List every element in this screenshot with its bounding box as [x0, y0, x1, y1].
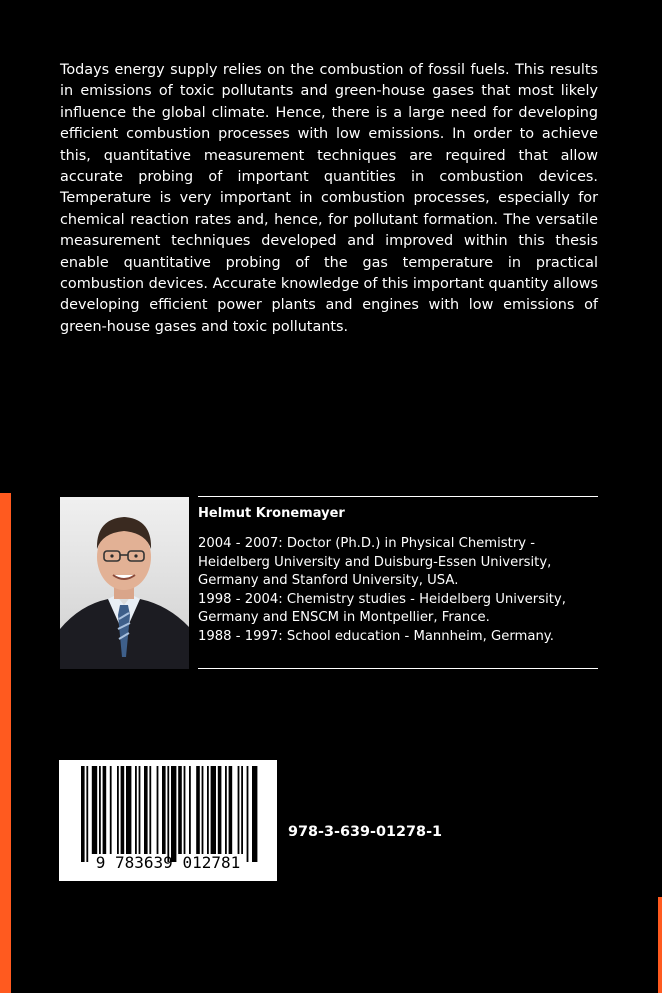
barcode-bar [157, 766, 159, 854]
barcode-bar [149, 766, 151, 854]
barcode-bar [126, 766, 131, 854]
bio-line-studies: 1998 - 2004: Chemistry studies - Heidelberg University, Germany and ENSCM in Montpellier, France. [198, 591, 566, 626]
barcode-bar [171, 766, 176, 862]
bio-line-school: 1988 - 1997: School education - Mannheim, Germany. [198, 628, 554, 644]
author-portrait-image [60, 497, 189, 669]
barcode-bar [86, 766, 88, 862]
barcode-bar [99, 766, 101, 854]
barcode-bar [229, 766, 233, 854]
bio-line-phd: 2004 - 2007: Doctor (Ph.D.) in Physical Chemistry - Heidelberg University and Duisburg-Essen University, Germany and Stanford University, USA. [198, 536, 552, 589]
barcode-bar [167, 766, 169, 862]
back-cover-blurb: Todays energy supply relies on the combustion of fossil fuels. This results in emissions of toxic pollutants and green-house gases that most likely influence the global climate. Hence, there is a large need for developing efficient combustion processes with low emissions. In order to achieve this, quantitative measurement techniques are required that allow accurate probing of important quantities in combustion devices. Temperature is very important in combustion processes, especially for chemical reaction rates and, hence, for pollutant formation. The versatile measurement techniques developed and improved within this thesis enable quantitative probing of the gas temperature in practical combustion devices. Accurate knowledge of this important quantity allows developing efficient power plants and engines with low emissions of green-house gases and toxic pollutants. [60, 62, 598, 335]
barcode-bar [211, 766, 216, 854]
barcode-bar [247, 766, 249, 862]
barcode-bar [110, 766, 112, 854]
barcode-bar [184, 766, 186, 854]
barcode-digits: 9 783639 012781 [95, 853, 241, 872]
orange-accent-edge [658, 897, 662, 993]
barcode-bar [252, 766, 257, 862]
barcode-bar [92, 766, 97, 854]
barcode-bar [117, 766, 119, 854]
barcode-bar [207, 766, 209, 854]
barcode-bar [241, 766, 243, 854]
barcode-bar [144, 766, 148, 854]
orange-accent-bar [0, 493, 11, 993]
barcode-bar [202, 766, 204, 854]
barcode-bar [189, 766, 191, 854]
barcode-bar [121, 766, 125, 854]
divider-bottom [198, 668, 598, 669]
divider-top [198, 496, 598, 497]
barcode-bar [162, 766, 166, 854]
barcode-bar [238, 766, 240, 854]
barcode-bar [225, 766, 227, 854]
author-photo [60, 497, 189, 669]
barcode-bar [103, 766, 107, 854]
barcode-bar [135, 766, 137, 854]
barcode-bar [218, 766, 222, 854]
author-name: Helmut Kronemayer [198, 506, 345, 521]
barcode-bar [81, 766, 85, 862]
isbn-barcode [59, 760, 277, 881]
barcode-bars [59, 760, 277, 881]
isbn-number: 978-3-639-01278-1 [288, 824, 443, 840]
barcode-bar [196, 766, 200, 854]
barcode-bar [178, 766, 182, 854]
author-bio [198, 535, 598, 647]
barcode-bar [139, 766, 141, 854]
